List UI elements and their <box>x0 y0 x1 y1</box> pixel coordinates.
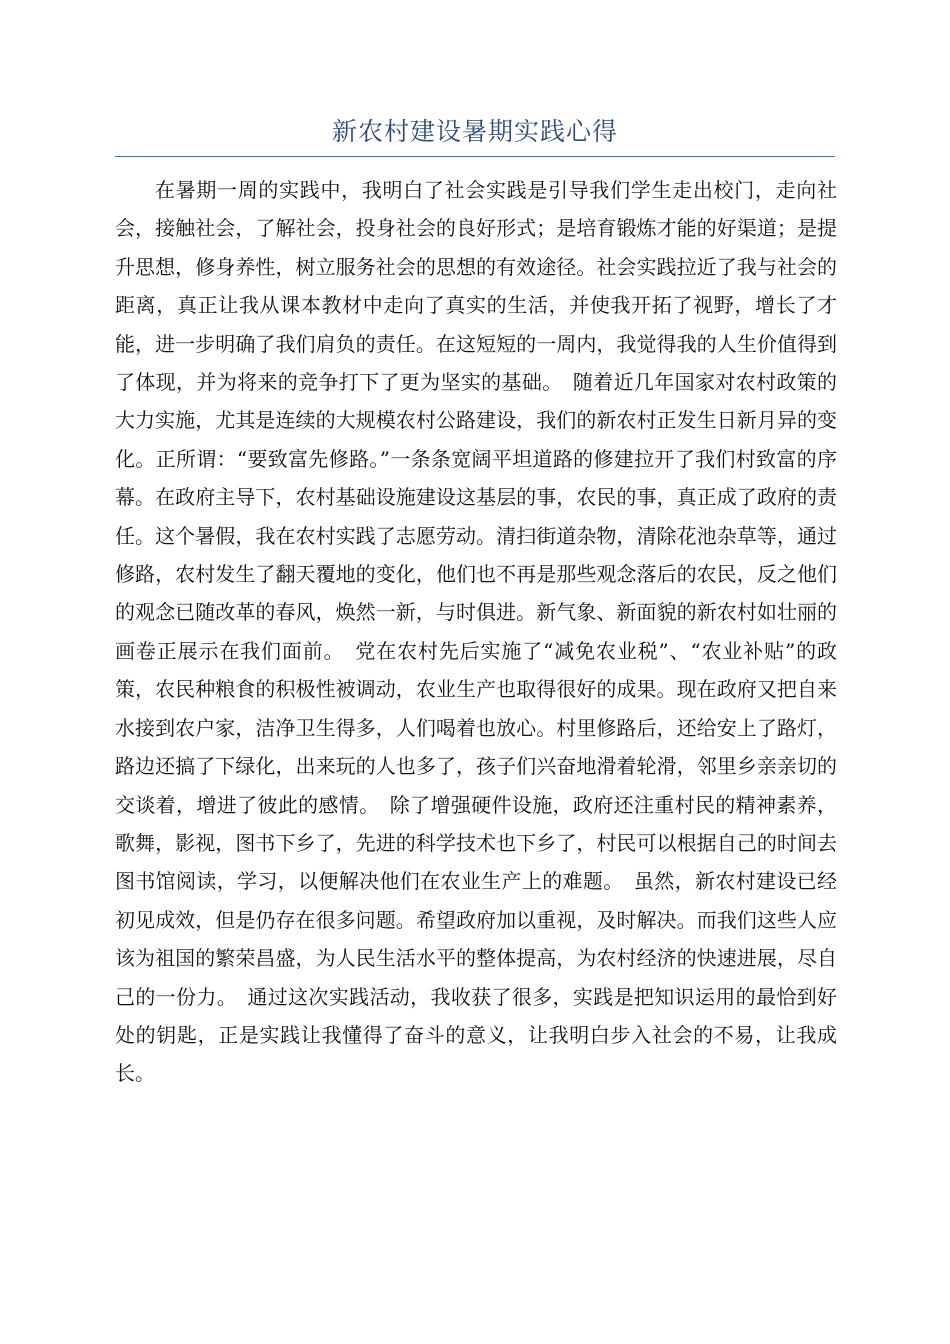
title-block <box>115 108 835 157</box>
body-paragraph: 在暑期一周的实践中，我明白了社会实践是引导我们学生走出校门，走向社会，接触社会，了解社会，投身社会的良好形式；是培育锻炼才能的好渠道；是提升思想，修身养性，树立服务社会的思想的有效途径。社会实践拉近了我与社会的距离，真正让我从课本教材中走向了真实的生活，并使我开拓了视野，增长了才能，进一步明确了我们肩负的责任。在这短短的一周内，我觉得我的人生价值得到了体现，并为将来的竞争打下了更为坚实的基础。 随着近几年国家对农村政策的大力实施，尤其是连续的大规模农村公路建设，我们的新农村正发生日新月异的变化。正所谓：“要致富先修路。”一条条宽阔平坦道路的修建拉开了我们村致富的序幕。在政府主导下，农村基础设施建设这基层的事，农民的事，真正成了政府的责任。这个暑假，我在农村实践了志愿劳动。清扫街道杂物，清除花池杂草等，通过修路，农村发生了翻天覆地的变化，他们也不再是那些观念落后的农民，反之他们的观念已随改革的春风，焕然一新，与时俱进。新气象、新面貌的新农村如壮丽的画卷正展示在我们面前。 党在农村先后实施了“减免农业税”、“农业补贴”的政策，农民种粮食的积极性被调动，农业生产也取得很好的成果。现在政府又把自来水接到农户家，洁净卫生得多，人们喝着也放心。村里修路后，还给安上了路灯，路边还搞了下绿化，出来玩的人也多了，孩子们兴奋地滑着轮滑，邻里乡亲亲切的交谈着，增进了彼此的感情。 除了增强硬件设施，政府还注重村民的精神素养，歌舞，影视，图书下乡了，先进的科学技术也下乡了，村民可以根据自己的时间去图书馆阅读，学习，以便解决他们在农业生产上的难题。 虽然，新农村建设已经初见成效，但是仍存在很多问题。希望政府加以重视，及时解决。而我们这些人应该为祖国的繁荣昌盛，为人民生活水平的整体提高，为农村经济的快速进展，尽自己的一份力。 通过这次实践活动，我收获了很多，实践是把知识运用的最恰到好处的钥匙，正是实践让我懂得了奋斗的意义，让我明白步入社会的不易，让我成长。 <box>115 178 837 1086</box>
document-title: 新农村建设暑期实践心得 <box>331 117 618 146</box>
